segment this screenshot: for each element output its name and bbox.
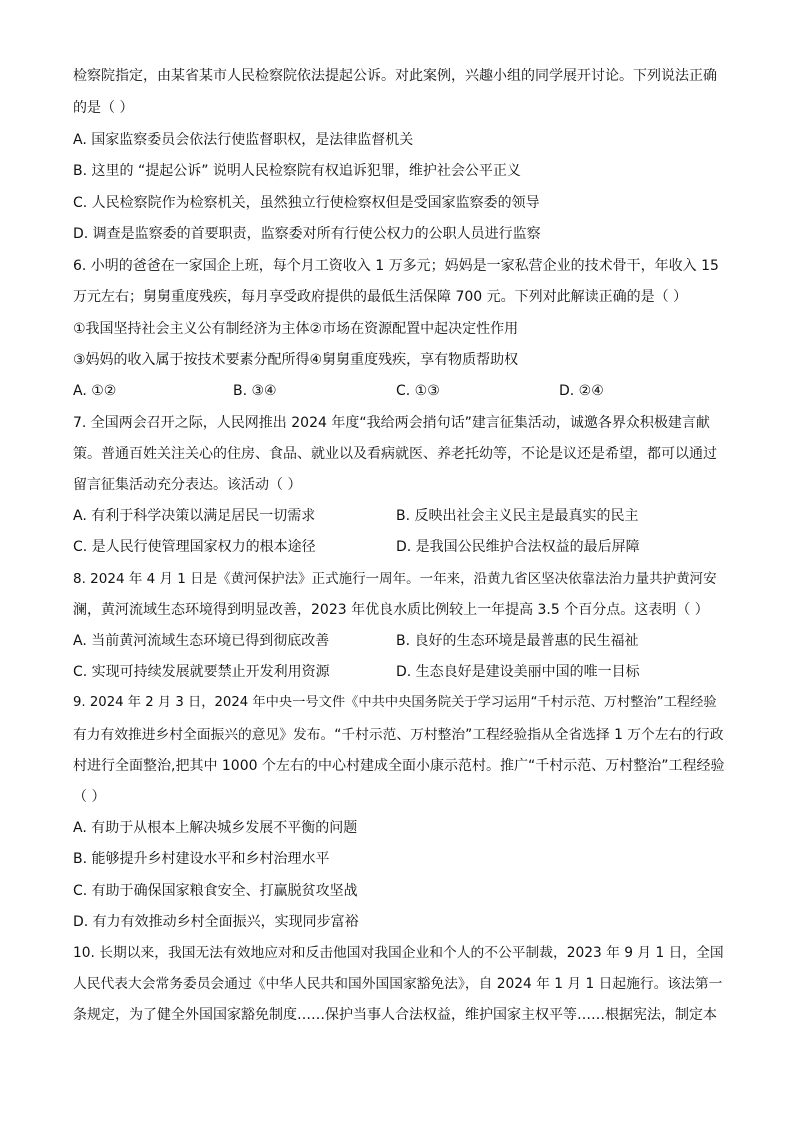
q10-stem-line-2: 人民代表大会常务委员会通过《中华人民共和国外国国家豁免法》，自 2024 年 1 月 1 日起施行。该法第一 [73, 976, 723, 992]
q9-option-d: D. 有力有效推动乡村全面振兴，实现同步富裕 [73, 914, 359, 930]
q5-stem-line-1: 检察院指定，由某省某市人民检察院依法提起公诉。对此案例，兴趣小组的同学展开讨论。下列说法正确 [73, 68, 717, 84]
q9-option-b: B. 能够提升乡村建设水平和乡村治理水平 [73, 851, 330, 867]
q8-option-b: B. 良好的生态环境是最普惠的民生福祉 [396, 633, 639, 649]
q10-stem-line-3: 条规定，为了健全外国国家豁免制度……保护当事人合法权益，维护国家主权平等……根据宪法，制定本 [73, 1007, 717, 1023]
q6-statements-line-2: ③妈妈的收入属于按技术要素分配所得④舅舅重度残疾，享有物质帮助权 [73, 352, 519, 368]
q8-stem-line-1: 8. 2024 年 4 月 1 日是《黄河保护法》正式施行一周年。一年来，沿黄九省区坚决依靠法治力量共护黄河安 [73, 571, 717, 587]
q6-stem-line-2: 万元左右；舅舅重度残疾，每月享受政府提供的最低生活保障 700 元。下列对此解读正确的是（ ） [73, 289, 688, 305]
q9-option-c: C. 有助于确保国家粮食安全、打赢脱贫攻坚战 [73, 883, 358, 899]
q6-option-a: A. ①② [73, 383, 117, 399]
q5-option-d: D. 调查是监察委的首要职责，监察委对所有行使公权力的公职人员进行监察 [73, 226, 541, 242]
q5-stem-line-2: 的是（ ） [73, 100, 134, 116]
q7-option-b: B. 反映出社会主义民主是最真实的民主 [396, 508, 639, 524]
q6-statements-line-1: ①我国坚持社会主义公有制经济为主体②市场在资源配置中起决定性作用 [73, 321, 519, 337]
q9-stem-line-3: 村进行全面整治,把其中 1000 个左右的中心村建成全面小康示范村。推广“千村示范、万村整治”工程经验 [73, 758, 725, 774]
q5-option-a: A. 国家监察委员会依法行使监督职权，是法律监督机关 [73, 132, 414, 148]
q10-stem-line-1: 10. 长期以来，我国无法有效地应对和反击他国对我国企业和个人的不公平制裁，2023 年 9 月 1 日，全国 [73, 945, 724, 961]
q6-option-b: B. ③④ [233, 383, 277, 399]
q9-stem-line-4: （ ） [73, 789, 106, 805]
q5-option-c: C. 人民检察院作为检察机关，虽然独立行使检察权但是受国家监察委的领导 [73, 195, 540, 211]
q5-option-b: B. 这里的 “提起公诉” 说明人民检察院有权追诉犯罪，维护社会公平正义 [73, 163, 521, 179]
q8-option-a: A. 当前黄河流域生态环境已得到彻底改善 [73, 633, 330, 649]
q6-stem-line-1: 6. 小明的爸爸在一家国企上班，每个月工资收入 1 万多元；妈妈是一家私营企业的技术骨干，年收入 15 [73, 258, 719, 274]
q7-option-a: A. 有利于科学决策以满足居民一切需求 [73, 508, 316, 524]
q7-stem-line-1: 7. 全国两会召开之际，人民网推出 2024 年度“我给两会捎句话”建言征集活动，诚邀各界众积极建言献 [73, 415, 710, 431]
q8-option-d: D. 生态良好是建设美丽中国的唯一目标 [396, 664, 640, 680]
q8-stem-line-2: 澜，黄河流域生态环境得到明显改善，2023 年优良水质比例较上一年提高 3.5 个百分点。这表明（ ） [73, 602, 709, 618]
q9-stem-line-2: 有力有效推进乡村全面振兴的意见》发布。“千村示范、万村整治”工程经验指从全省选择 1 万个左右的行政 [73, 727, 724, 743]
q9-option-a: A. 有助于从根本上解决城乡发展不平衡的问题 [73, 820, 358, 836]
q6-option-d: D. ②④ [559, 383, 604, 399]
q7-stem-line-2: 策。普通百姓关注关心的住房、食品、就业以及看病就医、养老托幼等，不论是议还是希望，都可以通过 [73, 446, 717, 462]
q8-option-c: C. 实现可持续发展就要禁止开发利用资源 [73, 664, 330, 680]
q7-option-d: D. 是我国公民维护合法权益的最后屏障 [396, 539, 640, 555]
q6-option-c: C. ①③ [396, 383, 440, 399]
q9-stem-line-1: 9. 2024 年 2 月 3 日，2024 年中央一号文件《中共中央国务院关于学习运用“千村示范、万村整治”工程经验 [73, 695, 717, 710]
q7-stem-line-3: 留言征集活动充分表达。该活动（ ） [73, 477, 302, 493]
q7-option-c: C. 是人民行使管理国家权力的根本途径 [73, 539, 316, 555]
